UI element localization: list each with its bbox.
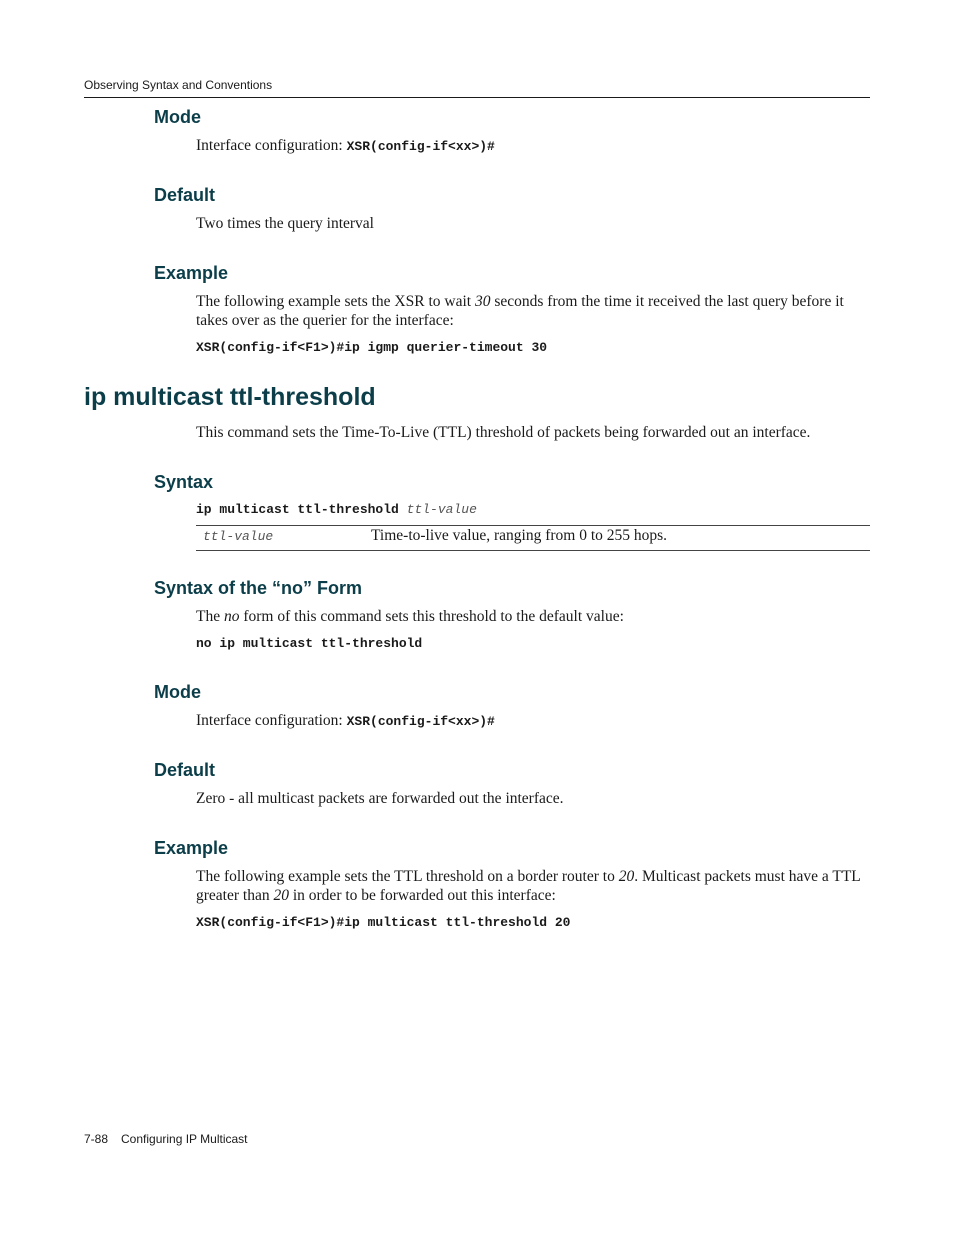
mode-text xyxy=(196,136,876,156)
syntax-command: ip multicast ttl-threshold xyxy=(196,502,399,517)
example-text-part: in order to be forwarded out this interface: xyxy=(288,887,556,904)
default-text: Zero - all multicast packets are forwarded out the interface. xyxy=(196,790,564,807)
default-text: Two times the query interval xyxy=(196,215,374,232)
default-heading: Default xyxy=(154,760,216,780)
syntax-heading: Syntax xyxy=(154,472,214,492)
table-top-rule xyxy=(196,525,870,526)
example-text-emphasis: 20 xyxy=(273,887,289,904)
command-description: This command sets the Time-To-Live (TTL) threshold of packets being forwarded out an interface. xyxy=(196,424,811,441)
no-form-heading: Syntax of the “no” Form xyxy=(154,578,363,598)
table-bottom-rule xyxy=(196,550,870,551)
example-text-emphasis: 30 xyxy=(474,293,491,310)
syntax-line xyxy=(196,502,477,517)
example-code: XSR(config-if<F1>)#ip igmp querier-timeout 30 xyxy=(196,340,548,355)
example-text-part: The following example sets the XSR to wait xyxy=(196,293,475,310)
no-form-code: no ip multicast ttl-threshold xyxy=(196,636,423,651)
no-form-text xyxy=(196,607,876,626)
syntax-param: ttl-value xyxy=(406,502,477,517)
param-table-name: ttl-value xyxy=(203,529,274,544)
example-text xyxy=(196,292,876,330)
example-text-emphasis: 20 xyxy=(618,868,635,885)
command-title: ip multicast ttl-threshold xyxy=(84,383,376,411)
mode-heading: Mode xyxy=(154,107,201,127)
example-text-part: seconds from the time it received the last query before it takes over as the querier for the interface: xyxy=(196,293,844,329)
running-header: Observing Syntax and Conventions xyxy=(84,78,273,92)
page-number: 7-88 xyxy=(84,1132,109,1146)
no-form-text-part: The xyxy=(196,608,224,625)
example-code: XSR(config-if<F1>)#ip multicast ttl-threshold 20 xyxy=(196,915,571,930)
no-form-emphasis: no xyxy=(223,608,240,625)
mode-heading: Mode xyxy=(154,682,201,702)
example-heading: Example xyxy=(154,263,229,283)
default-heading: Default xyxy=(154,185,216,205)
mode-prompt-code: XSR(config-if<xx>)# xyxy=(346,714,495,729)
mode-label: Interface configuration: xyxy=(196,137,347,154)
example-text xyxy=(196,867,876,905)
param-table-description: Time-to-live value, ranging from 0 to 255 hops. xyxy=(371,527,668,544)
header-rule xyxy=(84,97,870,98)
mode-label: Interface configuration: xyxy=(196,712,347,729)
example-text-part: . Multicast packets must have a TTL greater than xyxy=(196,868,861,904)
example-heading: Example xyxy=(154,838,229,858)
no-form-text-part: form of this command sets this threshold to the default value: xyxy=(239,608,624,625)
mode-text xyxy=(196,711,876,731)
example-text-part: The following example sets the TTL threshold on a border router to xyxy=(196,868,619,885)
footer-chapter: Configuring IP Multicast xyxy=(121,1132,248,1146)
mode-prompt-code: XSR(config-if<xx>)# xyxy=(346,139,495,154)
